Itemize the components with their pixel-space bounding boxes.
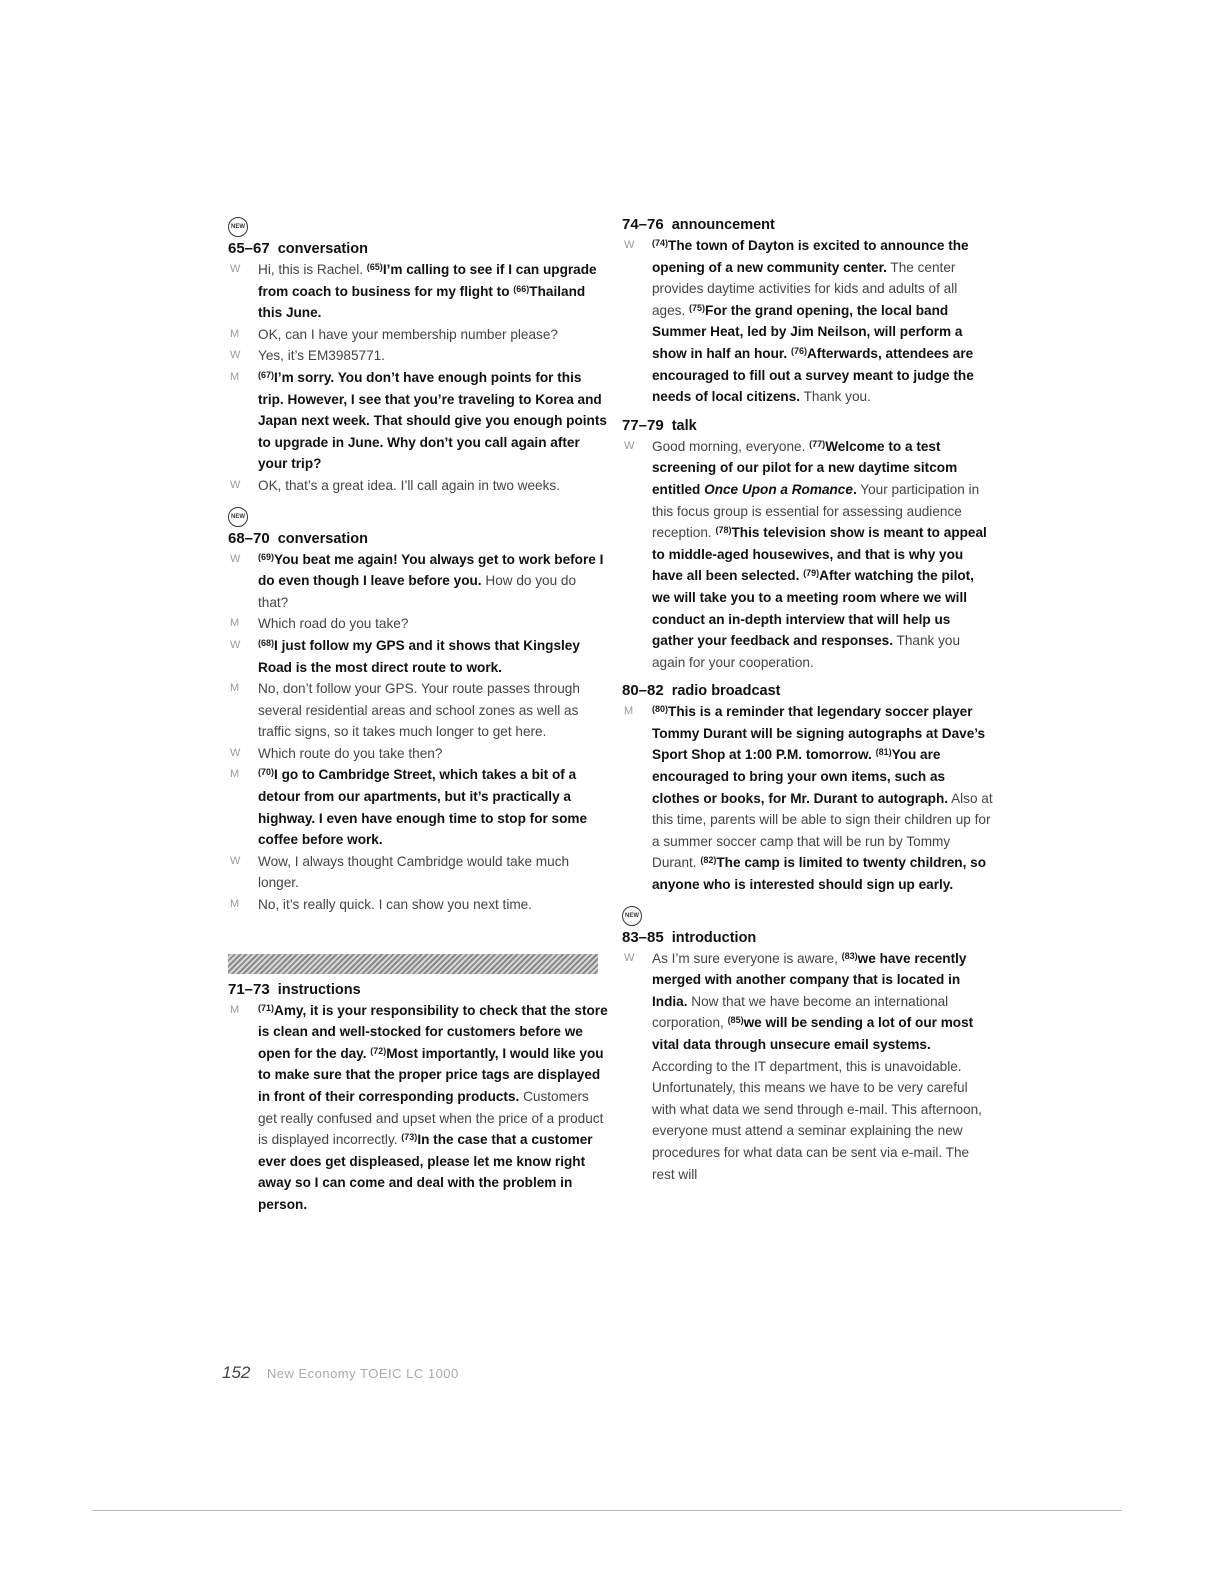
right-column	[622, 215, 994, 1193]
answer-text: Thailand this June.	[258, 283, 586, 321]
dialogue-line	[228, 1000, 608, 1216]
script-text: Which route do you take then?	[258, 745, 443, 761]
line-text	[258, 327, 558, 342]
script-text: Which road do you take?	[258, 616, 409, 632]
script-text: According to the IT department, this is unavoidable. Unfortunately, this means we have to be very careful with what data we send through e-mail. This afternoon, everyone must attend a seminar explaining the new procedures for what data can be sent via e-mail. The rest will	[652, 1058, 982, 1182]
page-number: 152	[222, 1363, 251, 1382]
line-text	[258, 478, 560, 493]
script-text: OK, that’s a great idea. I’ll call again in two weeks.	[258, 477, 560, 493]
speaker-label: M	[230, 1003, 240, 1016]
script-text: The center provides daytime activities for kids and adults of all ages.	[652, 259, 958, 318]
question-ref-number: (74)	[652, 238, 669, 248]
question-ref-number: (71)	[258, 1002, 275, 1013]
dialogue-line	[228, 367, 608, 475]
answer-text: In the case that a customer ever does get displeased, please let me know right away so I can come and deal with the problem in person.	[258, 1132, 593, 1212]
line-text	[258, 552, 603, 610]
section-heading	[228, 529, 608, 549]
answer-text: This is a reminder that legendary soccer player Tommy Durant will be signing autographs at Dave’s Sport Shop at 1:00 P.M. tomorrow.	[652, 704, 986, 763]
script-text: No, it’s really quick. I can show you next time.	[258, 897, 533, 913]
section-heading	[228, 239, 608, 259]
script-text: How do you do that?	[258, 573, 577, 610]
answer-text: we have recently merged with another company that is located in India.	[652, 950, 967, 1009]
speaker-label: W	[624, 439, 635, 452]
section-heading	[622, 215, 994, 235]
script-text: As I’m sure everyone is aware,	[652, 950, 842, 966]
speaker-label: M	[230, 617, 240, 630]
script-section	[228, 505, 608, 916]
question-ref-number: (67)	[258, 369, 275, 380]
section-heading	[622, 681, 994, 701]
section-heading	[622, 416, 994, 436]
question-ref-number: (66)	[513, 283, 530, 294]
answer-text: You beat me again! You always get to work before I do even though I leave before you.	[258, 551, 604, 589]
answer-text: we will be sending a lot of our most vital data through unsecure email systems.	[652, 1015, 974, 1052]
answer-text: Afterwards, attendees are encouraged to fill out a survey meant to judge the needs of local citizens.	[652, 345, 974, 405]
dialogue-line	[228, 678, 608, 743]
question-ref-number: (85)	[727, 1015, 744, 1026]
question-range: 74–76	[622, 216, 664, 233]
script-text: Also at this time, parents will be able to sign their children up for a summer soccer camp that will be run by Tommy Durant.	[652, 790, 993, 871]
speaker-label: M	[230, 898, 240, 911]
speaker-label: W	[230, 854, 241, 867]
line-text	[258, 370, 607, 471]
script-section	[228, 954, 608, 1216]
question-ref-number: (72)	[370, 1045, 387, 1056]
script-section	[622, 416, 994, 674]
script-text: No, don’t follow your GPS. Your route passes through several residential areas and school zones as well as traffic signs, so it takes much longer to get here.	[258, 681, 580, 740]
question-range: 71–73	[228, 980, 270, 998]
book-title: New Economy TOEIC LC 1000	[266, 1366, 459, 1381]
left-column	[228, 215, 608, 1224]
section-type: radio broadcast	[671, 683, 781, 700]
question-ref-number: (83)	[841, 950, 858, 961]
dialogue-line	[228, 764, 608, 850]
question-ref-number: (75)	[689, 302, 706, 313]
line-text	[258, 681, 580, 739]
line-text	[258, 616, 408, 631]
dialogue-line	[228, 851, 608, 894]
script-text: Hi, this is Rachel.	[258, 262, 367, 277]
dialogue-line	[228, 324, 608, 346]
dialogue-line	[228, 259, 608, 324]
question-range: 80–82	[622, 682, 664, 700]
line-text	[258, 897, 532, 912]
line-text	[652, 439, 987, 670]
section-type: conversation	[277, 530, 368, 547]
bottom-rule	[92, 1510, 1122, 1511]
line-text	[258, 767, 587, 847]
speaker-label: W	[230, 638, 241, 651]
new-badge-icon: NEW	[622, 906, 642, 926]
speaker-label: W	[230, 552, 241, 565]
line-text	[652, 951, 982, 1182]
answer-text: I just follow my GPS and it shows that Kingsley Road is the most direct route to work.	[258, 637, 580, 675]
question-range: 65–67	[228, 240, 270, 257]
question-range: 77–79	[622, 416, 664, 434]
question-ref-number: (80)	[652, 704, 669, 715]
answer-text: Once Upon a Romance	[704, 481, 853, 497]
question-ref-number: (68)	[258, 637, 275, 648]
answer-text: You are encouraged to bring your own items, such as clothes or books, for Mr. Durant to autograph.	[652, 747, 949, 806]
section-type: introduction	[671, 929, 757, 946]
answer-text: I go to Cambridge Street, which takes a bit of a detour from our apartments, but it’s practically a highway. I even have enough time to stop for some coffee before work.	[258, 767, 588, 848]
dialogue-line	[622, 701, 994, 895]
script-text: Your participation in this focus group is essential for assessing audience reception.	[652, 481, 980, 541]
dialogue-line	[622, 235, 994, 408]
line-text	[258, 854, 569, 891]
script-section	[622, 681, 994, 895]
line-text	[258, 638, 580, 675]
dialogue-line	[228, 549, 608, 614]
question-ref-number: (79)	[803, 568, 820, 579]
answer-text: .	[852, 481, 857, 497]
answer-text: The camp is limited to twenty children, so anyone who is interested should sign up early.	[652, 855, 987, 893]
speaker-label: W	[624, 239, 635, 251]
speaker-label: M	[230, 370, 240, 383]
line-text	[652, 238, 974, 404]
speaker-label: W	[230, 263, 241, 275]
answer-text: I’m calling to see if I can upgrade from coach to business for my flight to	[258, 262, 597, 299]
section-heading	[622, 928, 994, 948]
speaker-label: W	[230, 478, 241, 491]
answer-text: Most importantly, I would like you to make sure that the proper price tags are displayed in front of their corresponding products.	[258, 1045, 604, 1104]
script-text: Wow, I always thought Cambridge would take much longer.	[258, 853, 570, 891]
dialogue-line	[622, 436, 994, 674]
question-range: 68–70	[228, 529, 270, 547]
line-text	[652, 704, 993, 892]
section-type: instructions	[277, 981, 361, 998]
line-text	[258, 348, 385, 363]
line-text	[258, 746, 442, 761]
question-ref-number: (81)	[875, 747, 892, 758]
answer-text: For the grand opening, the local band Summer Heat, led by Jim Neilson, will perform a show in half an hour.	[652, 302, 963, 361]
speaker-label: M	[230, 327, 240, 340]
question-ref-number: (82)	[700, 855, 717, 866]
section-divider-stripe	[228, 954, 598, 974]
section-heading	[228, 980, 608, 1000]
answer-text: Welcome to a test screening of our pilot for a new daytime sitcom entitled	[652, 438, 958, 497]
script-section	[622, 904, 994, 1186]
question-ref-number: (73)	[401, 1132, 418, 1143]
line-text	[258, 262, 597, 320]
dialogue-line	[228, 635, 608, 678]
script-text: Now that we have become an international corporation,	[652, 993, 949, 1031]
script-text: OK, can I have your membership number please?	[258, 326, 558, 342]
dialogue-line	[228, 613, 608, 635]
answer-text: After watching the pilot, we will take you to a meeting room where we will conduct an in-depth interview that will help us gather your feedback and responses.	[652, 568, 974, 649]
speaker-label: M	[230, 682, 240, 695]
section-type: announcement	[671, 217, 775, 233]
dialogue-line	[228, 743, 608, 765]
dialogue-line	[228, 475, 608, 497]
script-section	[622, 215, 994, 408]
speaker-label: M	[624, 705, 634, 718]
question-ref-number: (65)	[366, 262, 383, 272]
question-range: 83–85	[622, 928, 664, 946]
question-ref-number: (76)	[790, 345, 807, 356]
line-text	[258, 1003, 608, 1212]
speaker-label: M	[230, 768, 240, 781]
dialogue-line	[228, 345, 608, 367]
dialogue-line	[622, 948, 994, 1186]
speaker-label: W	[624, 951, 635, 964]
speaker-label: W	[230, 746, 241, 759]
answer-text: The town of Dayton is excited to announce the opening of a new community center.	[652, 238, 969, 275]
answer-text: This television show is meant to appeal to middle-aged housewives, and that is why you have all been selected.	[652, 525, 987, 584]
new-badge-icon: NEW	[228, 217, 248, 237]
section-type: conversation	[277, 241, 368, 257]
question-ref-number: (70)	[258, 767, 275, 778]
question-ref-number: (77)	[809, 438, 826, 449]
script-section	[228, 215, 608, 497]
page-footer	[222, 1363, 459, 1383]
answer-text: Amy, it is your responsibility to check that the store is clean and well-stocked for customers before we open for the day.	[258, 1002, 608, 1061]
section-type: talk	[671, 417, 697, 434]
dialogue-line	[228, 894, 608, 916]
new-badge-icon: NEW	[228, 507, 248, 527]
script-text: Yes, it’s EM3985771.	[258, 348, 385, 364]
question-ref-number: (69)	[258, 551, 275, 562]
answer-text: I’m sorry. You don’t have enough points for this trip. However, I see that you’re traveling to Korea and Japan next week. That should give you enough points to upgrade in June. Why don’t you call again after your trip?	[258, 369, 607, 472]
speaker-label: W	[230, 349, 241, 362]
script-text: Customers get really confused and upset when the price of a product is displayed incorrectly.	[258, 1089, 604, 1148]
script-text: Thank you again for your cooperation.	[652, 633, 961, 670]
question-ref-number: (78)	[715, 525, 732, 536]
script-text: Good morning, everyone.	[652, 438, 810, 454]
script-text: Thank you.	[800, 389, 871, 405]
